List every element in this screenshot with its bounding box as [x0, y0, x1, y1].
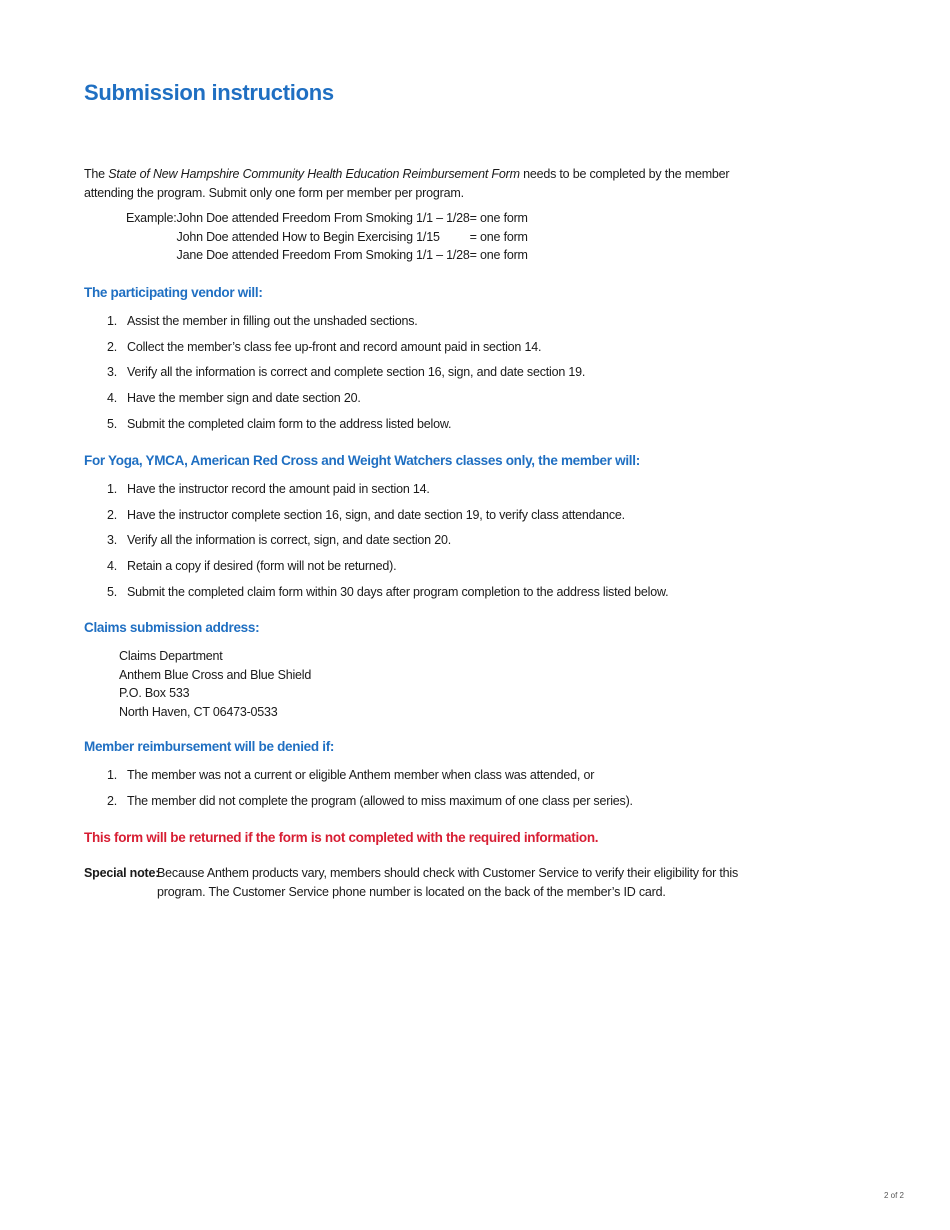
list-item-text: Verify all the information is correct, sign, and date section 20.: [127, 533, 451, 548]
denied-list: [84, 766, 784, 817]
list-item: [84, 389, 784, 415]
warning-text: This form will be returned if the form is not completed with the required information.: [84, 830, 599, 845]
list-item: [84, 480, 784, 506]
intro-paragraph: [84, 165, 774, 202]
page-number: 2 of 2: [883, 1191, 904, 1200]
address-line: North Haven, CT 06473-0533: [119, 704, 278, 719]
intro-post: needs to be completed by the member attending the program. Submit only one form per member per program.: [84, 167, 730, 200]
member-heading: For Yoga, YMCA, American Red Cross and Weight Watchers classes only, the member will:: [84, 453, 640, 468]
list-item-text: Retain a copy if desired (form will not be returned).: [127, 559, 397, 574]
example-activity: John Doe attended Freedom From Smoking 1/1 – 1/28: [176, 211, 470, 225]
intro-pre: The: [84, 167, 109, 181]
list-item-number: 4.: [107, 391, 118, 406]
example-row: [126, 228, 528, 247]
vendor-list: [84, 312, 784, 440]
special-note-label: Special note:: [84, 866, 160, 880]
denied-heading: Member reimbursement will be denied if:: [84, 739, 335, 754]
list-item: [84, 338, 784, 364]
list-item-text: The member did not complete the program (allowed to miss maximum of one class per series).: [127, 793, 633, 808]
list-item: [84, 766, 784, 792]
page-title: Submission instructions: [84, 80, 334, 105]
list-item: [84, 583, 784, 609]
example-result: = one form: [469, 229, 528, 244]
vendor-heading: The participating vendor will:: [84, 285, 263, 300]
list-item-number: 2.: [107, 507, 118, 522]
example-table: [126, 209, 528, 265]
list-item-text: Have the member sign and date section 20.: [127, 391, 361, 406]
list-item: [84, 415, 784, 441]
example-label: Example:: [126, 211, 177, 225]
list-item-number: 1.: [107, 314, 118, 328]
list-item-text: Submit the completed claim form to the address listed below.: [127, 416, 452, 431]
example-activity: Jane Doe attended Freedom From Smoking 1/1 – 1/28: [176, 248, 470, 262]
list-item-text: Have the instructor complete section 16, sign, and date section 19, to verify class attendance.: [127, 507, 625, 522]
list-item-number: 3.: [107, 365, 118, 380]
list-item: [84, 506, 784, 532]
list-item: [84, 363, 784, 389]
example-result: = one form: [469, 248, 528, 262]
member-list: [84, 480, 784, 608]
list-item-text: Collect the member’s class fee up-front and record amount paid in section 14.: [127, 339, 542, 354]
list-item-number: 1.: [107, 768, 118, 782]
list-item: [84, 531, 784, 557]
list-item-number: 5.: [107, 416, 118, 431]
example-activity: John Doe attended How to Begin Exercising 1/15: [176, 229, 440, 244]
list-item-text: Verify all the information is correct and complete section 16, sign, and date section 19.: [127, 365, 586, 380]
claims-heading: Claims submission address:: [84, 620, 260, 635]
list-item-number: 2.: [107, 339, 118, 354]
list-item-text: The member was not a current or eligible Anthem member when class was attended, or: [127, 768, 595, 782]
list-item-number: 3.: [107, 533, 118, 548]
list-item-number: 2.: [107, 793, 118, 808]
address-line: Claims Department: [119, 649, 223, 663]
list-item-number: 5.: [107, 584, 118, 599]
list-item-text: Have the instructor record the amount paid in section 14.: [127, 482, 430, 496]
list-item-number: 1.: [107, 482, 118, 496]
list-item: [84, 557, 784, 583]
special-note-text: Because Anthem products vary, members should check with Customer Service to verify their eligibility for this program. The Customer Service phone number is located on the back of the member’s ID card.: [157, 866, 738, 899]
list-item: [84, 312, 784, 338]
example-row: [126, 209, 528, 228]
address-line: P.O. Box 533: [119, 686, 190, 700]
list-item: [84, 792, 784, 818]
example-row: [126, 246, 528, 265]
address-line: Anthem Blue Cross and Blue Shield: [119, 667, 312, 682]
list-item-text: Submit the completed claim form within 30 days after program completion to the address listed below.: [127, 584, 669, 599]
example-result: = one form: [469, 211, 528, 225]
form-name: State of New Hampshire Community Health Education Reimbursement Form: [108, 167, 520, 181]
claims-address: [119, 647, 311, 721]
list-item-number: 4.: [107, 559, 118, 574]
list-item-text: Assist the member in filling out the unshaded sections.: [127, 314, 418, 328]
special-note: [84, 864, 774, 901]
